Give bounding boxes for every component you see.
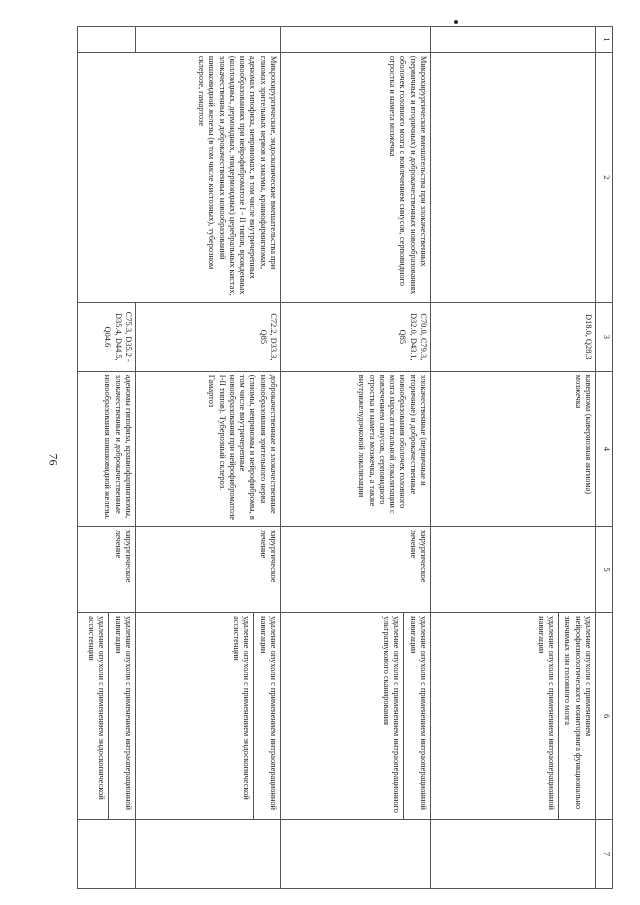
cell-methods xyxy=(281,613,431,820)
cell-methods xyxy=(431,613,596,820)
cell-icd-codes: C70.0, C79.3, D32.0, D43.1, Q85 xyxy=(281,302,431,371)
rotated-table-container xyxy=(78,26,613,889)
header-col-7: 7 xyxy=(596,820,613,889)
cell-treatment-type xyxy=(431,526,596,612)
header-row xyxy=(596,27,613,889)
cell-methods xyxy=(78,613,136,820)
method-item: удаление опухоли с применением интраоперационной навигации xyxy=(113,616,133,811)
cell-diagnosis: доброкачественные и злокачественные новообразования зрительного нерва (глиомы, невриномы и нейрофибромы, в том числе внутричерепные новообразования при нейрофиброматозе I-II типов). Туберозный склероз. Гамартоз xyxy=(136,371,281,526)
header-col-3: 3 xyxy=(596,302,613,371)
cell-extra xyxy=(78,820,136,889)
cell-intervention: Микрохирургические, эндоскопические вмешательства при глиомах зрительных нервов и хиазмы, краниофарингиомах, аденомах гипофиза, невриномах, в том числе внутричерепных новообразованиях при нейрофиброматозе I - II типов, врожденных (коллоидных, дермоидных, эпидермоидных) церебральных кистах, злокачественных и доброкачественных новообразований шишковидной железы (в том числе кистозных), туберозном склерозе, гамартозе xyxy=(78,52,281,302)
table-row xyxy=(281,27,431,889)
cell-icd-codes: C75.3, D35.2 - D35.4, D44.5, Q04.6 xyxy=(78,302,136,371)
cell-treatment-type: хирургическое лечение xyxy=(281,526,431,612)
header-col-1: 1 xyxy=(596,27,613,53)
cell-number xyxy=(431,27,596,53)
cell-treatment-type: хирургическое лечение xyxy=(78,526,136,612)
page-number: 76 xyxy=(46,453,61,466)
method-item: удаление опухоли с применением интраоперационной навигации xyxy=(408,616,428,811)
cell-diagnosis: аденомы гипофиза, краниофарингиомы, злокачественные и доброкачественные новообразования шишковидной железы. xyxy=(78,371,136,526)
header-col-2: 2 xyxy=(596,52,613,302)
method-item: удаление опухоли с применением интраоперационного ультразвукового сканирования xyxy=(381,613,405,819)
procedures-table xyxy=(77,26,613,889)
cell-treatment-type: хирургическое лечение xyxy=(136,526,281,612)
header-col-5: 5 xyxy=(596,526,613,612)
method-item: удаление опухоли с применением нейрофизиологического мониторинга функционально значимых зон головного мозга xyxy=(563,616,593,810)
scan-dot xyxy=(454,20,458,24)
cell-icd-codes: C72.2, D33.3, Q85 xyxy=(136,302,281,371)
table-row xyxy=(136,27,281,889)
cell-icd-codes: D18.0, Q28.3 xyxy=(431,302,596,371)
cell-number xyxy=(281,27,431,53)
cell-diagnosis: злокачественные (первичные и вторичные) и доброкачественные новообразования оболочек головного мозга парасаггитальной локализации с вовлечением синусов, серповидного отростка и намета мозжечка, а также внутрижелудочковой локализации xyxy=(281,371,431,526)
method-item: удаление опухоли с применением эндоскопической ассистенции xyxy=(86,613,110,819)
cell-methods xyxy=(136,613,281,820)
cell-extra xyxy=(136,820,281,889)
cell-intervention: Микрохирургические вмешательства при злокачественных (первичных и вторичных) и доброкачественных новообразованиях оболочек головного мозга с вовлечением синусов, серповидного отростка и намета мозжечка xyxy=(281,52,431,302)
header-col-4: 4 xyxy=(596,371,613,526)
method-item: удаление опухоли с применением интраоперационной навигации xyxy=(258,616,278,811)
header-col-6: 6 xyxy=(596,613,613,820)
cell-extra xyxy=(281,820,431,889)
cell-extra xyxy=(431,820,596,889)
method-item: удаление опухоли с применением интраоперационной навигации xyxy=(536,613,560,819)
cell-number xyxy=(78,27,136,53)
cell-intervention xyxy=(431,52,596,302)
cell-diagnosis: кавернома (кавернозная ангиома) мозжечка xyxy=(431,371,596,526)
cell-number xyxy=(136,27,281,53)
method-item: удаление опухоли с применением эндоскопической ассистенции xyxy=(231,613,255,819)
table-row xyxy=(431,27,596,889)
